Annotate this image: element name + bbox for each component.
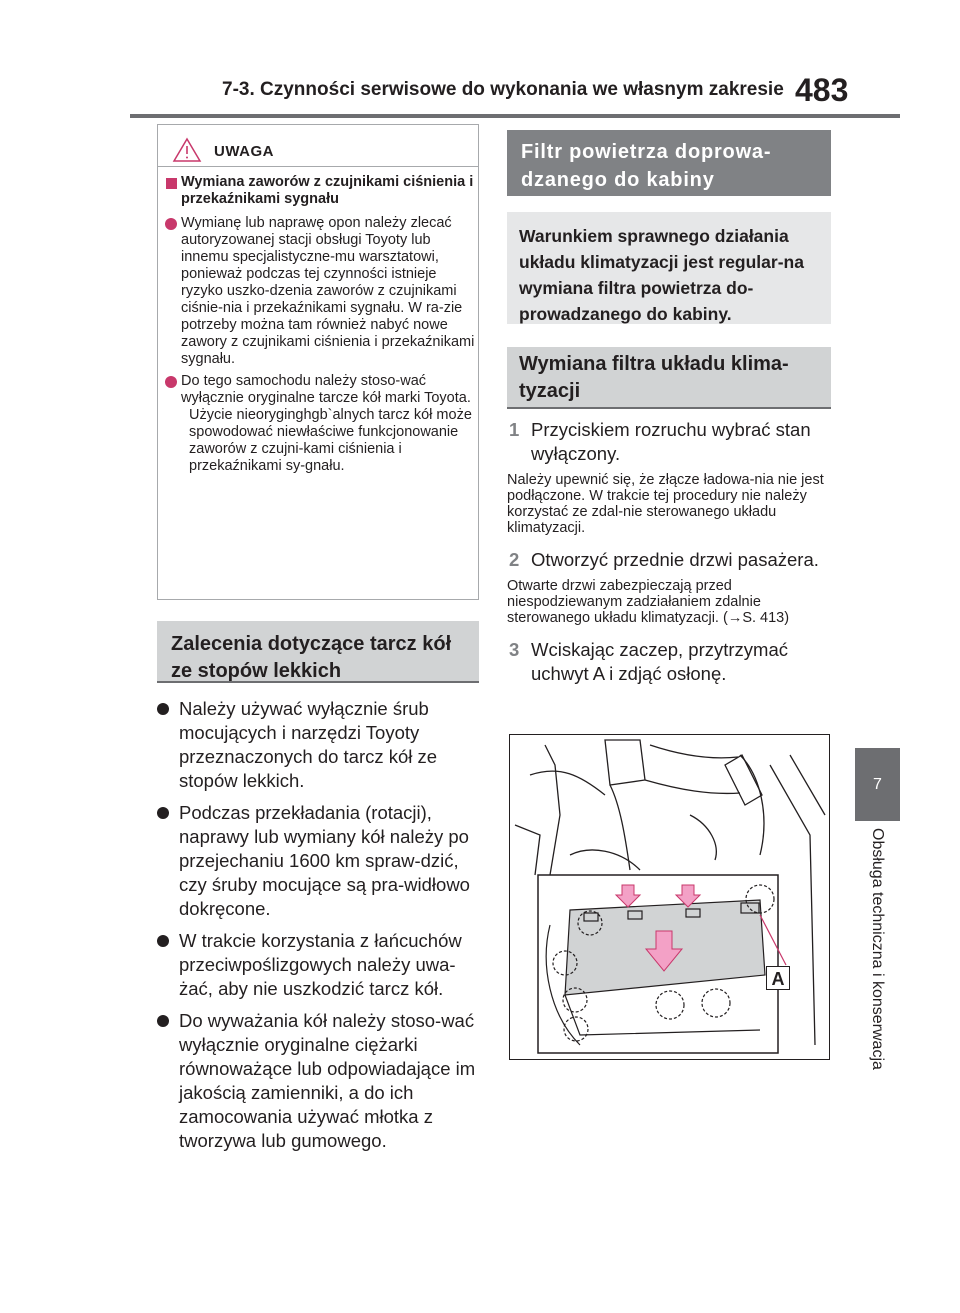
bullet-dot-icon — [157, 935, 169, 947]
list-item — [157, 929, 482, 1001]
step-item — [507, 638, 837, 686]
warning-header — [168, 135, 468, 165]
bullet-dot-icon — [165, 376, 177, 388]
warning-item — [165, 215, 475, 368]
step-number: 2 — [509, 549, 520, 570]
warning-item-text: Do tego samochodu należy stoso-wać wyłącznie oryginalne tarcze kół marki Toyota. — [181, 373, 471, 406]
header-divider — [130, 114, 900, 118]
replacement-steps — [507, 418, 837, 692]
step-item — [507, 418, 837, 466]
bullet-dot-icon — [165, 218, 177, 230]
list-item-text: Do wyważania kół należy stoso-wać wyłącznie oryginalne ciężarki równoważące lub odpowiadające im jakością zamienniki, a do ich zamocowania używać młotka z tworzywa lub gumowego. — [179, 1010, 476, 1151]
step-text: Otworzyć przednie drzwi pasażera. — [531, 549, 819, 570]
cabin-filter-intro: Warunkiem sprawnego działania układu klimatyzacji jest regular-na wymiana filtra powietrza do-prowadzanego do kabiny. — [507, 212, 831, 324]
section-heading-cabin-filter: Filtr powietrza doprowa-dzanego do kabiny — [507, 130, 831, 196]
glovebox-filter-illustration — [509, 734, 830, 1060]
warning-content — [165, 174, 475, 480]
alloy-wheel-bullet-list — [157, 697, 482, 1161]
page-number: 483 — [795, 72, 849, 108]
list-item — [157, 1009, 482, 1153]
list-item-text: W trakcie korzystania z łańcuchów przeciwpoślizgowych należy uwa-żać, aby nie uszkodzić tarcz kół. — [179, 930, 462, 999]
warning-divider — [158, 166, 478, 167]
step-text: Przyciskiem rozruchu wybrać stan wyłączony. — [531, 419, 811, 464]
list-item — [157, 801, 482, 921]
step-number: 1 — [509, 419, 520, 440]
warning-title: UWAGA — [214, 143, 274, 160]
dashboard-drawing — [510, 735, 829, 1059]
step-number: 3 — [509, 639, 520, 660]
step-note: Otwarte drzwi zabezpieczają przed niespodziewanym zadziałaniem zdalnie sterowanego układu klimatyzacji. (→S. 413) — [507, 578, 790, 626]
step-item — [507, 548, 837, 572]
warning-item-continuation: Użycie nieoryginghgb`alnych tarcz kół może spowodować niewłaściwe funkcjonowanie zaworów z czujni-kami ciśnienia i przekaźnikami sy-gnału. — [189, 407, 472, 474]
chapter-tab: 7 — [855, 748, 900, 821]
section-heading-alloy-wheels: Zalecenia dotyczące tarcz kół ze stopów lekkich — [157, 621, 479, 683]
step-note: Należy upewnić się, że złącze ładowa-nia nie jest podłączone. W trakcie tej procedury nie należy korzystać ze zdal-nie sterowanego układu klimatyzacji. — [507, 472, 824, 536]
chapter-side-label — [856, 828, 896, 1118]
bullet-dot-icon — [157, 1015, 169, 1027]
warning-triangle-icon — [172, 137, 202, 163]
callout-label-A: A — [766, 966, 790, 990]
list-item — [157, 697, 482, 793]
chapter-side-label-text: Obsługa techniczna i konserwacja — [869, 828, 886, 1070]
list-item-text: Należy używać wyłącznie śrub mocujących i narzędzi Toyoty przeznaczonych do tarcz kół ze stopów lekkich. — [179, 698, 438, 791]
warning-item-text: Wymianę lub naprawę opon należy zlecać autoryzowanej stacji obsługi Toyoty lub innemu specjalistyczne-mu warsztatowi, ponieważ podczas tej czynności istnieje ryzyko uszko-dzenia zaworów z czujnikami ciśnie-nia i przekaźnikami sygnału. W ra-zie potrzeby można tam również nabyć nowe zawory z czujnikami ciśnienia i przekaźnikami sygnału. — [181, 215, 475, 367]
bullet-dot-icon — [157, 807, 169, 819]
bullet-dot-icon — [157, 703, 169, 715]
section-heading-filter-replacement: Wymiana filtra układu klima-tyzacji — [507, 347, 831, 409]
chapter-title: 7-3. Czynności serwisowe do wykonania we własnym zakresie — [222, 79, 784, 100]
step-text: Wciskając zaczep, przytrzymać uchwyt A i zdjąć osłonę. — [531, 639, 788, 684]
warning-item — [165, 373, 475, 475]
warning-subheading: Wymiana zaworów z czujnikami ciśnienia i przekaźnikami sygnału — [165, 174, 475, 208]
list-item-text: Podczas przekładania (rotacji), naprawy lub wymiany kół należy po przejechaniu 1600 km spraw-dzić, czy śruby mocujące są pra-widłowo dokręcone. — [179, 802, 470, 919]
